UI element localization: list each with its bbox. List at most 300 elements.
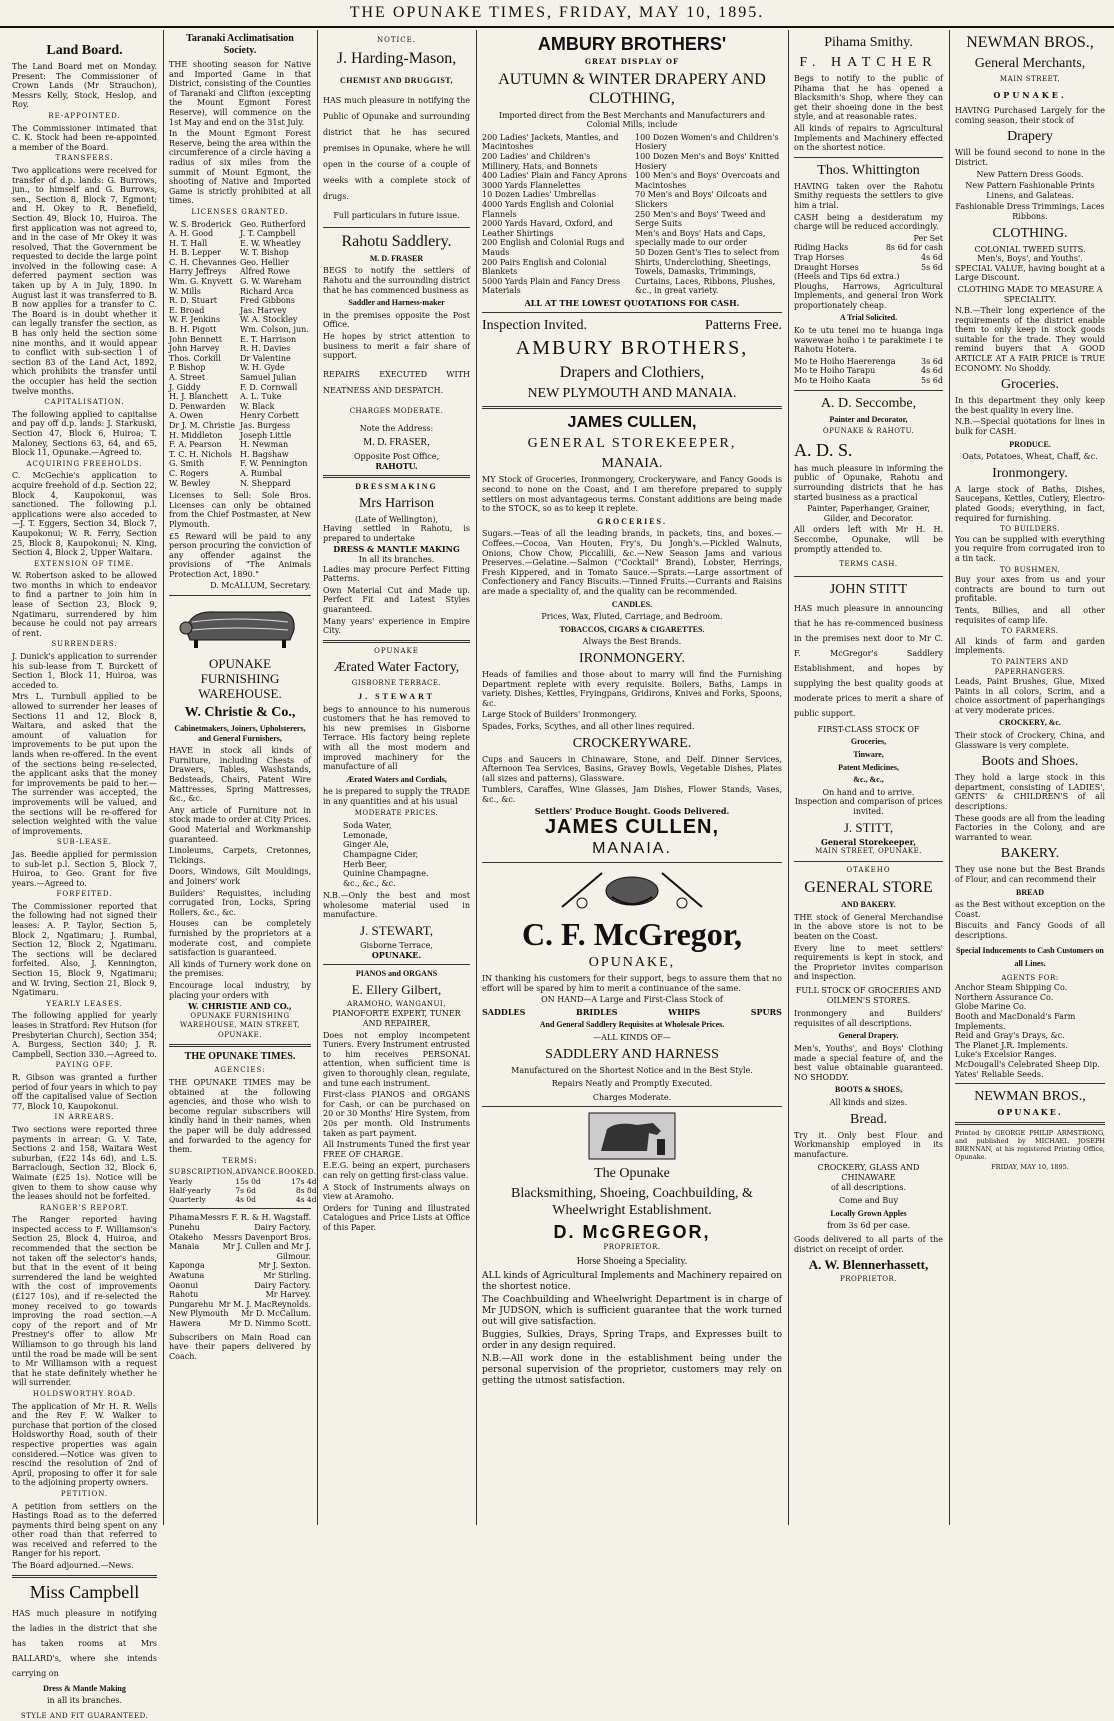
license-holder: G. Smith (169, 459, 205, 469)
price-item: (Heels and Tips 6d extra.) (794, 272, 900, 282)
signature: A. W. Blennerhassett, (808, 1257, 929, 1273)
signature: D. McALLUM, Secretary. (210, 581, 311, 591)
item: BRIDLES (575, 1006, 618, 1017)
paragraph: Jas. Beedie applied for permission to sub-let p.l. Section 5, Block 7, Huiroa, to Geo. Grant for five years.—Agreed to. (12, 849, 157, 888)
notice-label: NOTICE. (377, 36, 416, 44)
agent-row (169, 1281, 311, 1291)
table-row (169, 1186, 317, 1195)
saddlery-title: Rahotu Saddlery. (341, 232, 452, 250)
paragraph: The following applied for yearly leases in Stratford: Rev Hutson (for Presbyterian Church), Section 354; A. Burgess, Section 340; J. R. Campbell, Section 330.—Agreed to. (12, 1011, 157, 1059)
paragraph: N.B.—Only the best and most wholesome material used in manufacture. (323, 891, 470, 920)
stock-item: 400 Ladies' Plain and Fancy Aprons (482, 171, 627, 181)
paragraph: begs to announce to his numerous customers that he has removed to his new premises in Gisborne Terrace. His factory being replete with all the most modern and improved machinery for the manufacture of all (323, 704, 470, 772)
stock-item: 100 Dozen Women's and Children's Hosiery (635, 132, 779, 152)
address: RAHOTU. (375, 460, 418, 471)
paragraph: The Commissioner intimated that C. K. Stock had been re-appointed a member of the Board. (12, 123, 157, 152)
ironmongery-head: IRONMONGERY. (579, 650, 685, 666)
paragraph: IN thanking his customers for their support, begs to assure them that no effort will be spared by him to merit a continuance of the same. (482, 974, 782, 993)
paragraph: Prices, Wax, Fluted, Carriage, and Bedroom. (541, 612, 723, 622)
license-holder: Joseph Little (240, 430, 292, 440)
agent-row (169, 1319, 311, 1329)
paragraph: Having settled in Rahotu, is prepared to undertake (323, 524, 470, 543)
paragraph: (Late of Wellington), (354, 514, 439, 524)
stock-item: Tinware, (853, 749, 884, 759)
license-holder: Wm. Colson, jun. (240, 325, 309, 335)
table-cell: 4s 4d (295, 1195, 317, 1205)
paragraph: Imported direct from the Best Merchants and Manufacturers and Colonial Mills, include (498, 110, 766, 130)
stock-item: 50 Dozen Gent's Ties to select from (635, 247, 780, 257)
price-item: Trap Horses (794, 252, 845, 262)
paragraph: Tumblers, Caraffes, Wine Glasses, Jam Dishes, Flower Stands, Vases, &c., &c. (482, 785, 782, 804)
license-holder: John Harvey (169, 344, 220, 354)
paragraph: Their stock of Crockery, China, and Glassware is very complete. (955, 731, 1105, 750)
agent-row (169, 1309, 311, 1319)
product-list (323, 821, 470, 888)
license-holder: F. D. Cornwall (240, 382, 298, 392)
paragraph: THE shooting season for Native and Imported Game in that District, consisting of the Counties of Taranaki and Clifton (excepting the Mount Egmont Forest Reserve), will commence on the 1st May and end on the 31st July. (169, 60, 311, 127)
per-set: Per Set (913, 233, 943, 243)
license-holder: Jas. Burgess (240, 420, 291, 430)
table-header (169, 1168, 317, 1177)
crockery-head: CROCKERYWARE. (572, 735, 692, 751)
times-title: THE OPUNAKE TIMES. (184, 1051, 296, 1063)
license-holder: A. Rumbal (240, 468, 283, 478)
paragraph: he is prepared to supply the TRADE in any quantities and at his usual (323, 787, 470, 806)
dressmaker-name: Mrs Harrison (358, 495, 435, 511)
divider (323, 964, 470, 965)
license-holder: Alfred Rowe (240, 267, 290, 277)
paragraph: Fashionable Dress Trimmings, Laces Ribbons. (955, 202, 1105, 221)
divider (12, 1575, 157, 1578)
signature: OPUNAKE. (997, 1107, 1063, 1118)
paragraph: First-class PIANOS and ORGANS for Cash, or can be purchased on 20 or 30 Months' Hire System, from 20s per month. Old Instruments taken as part payment. (323, 1090, 470, 1138)
price-row (794, 253, 943, 263)
license-holder: F. W. Pennington (240, 459, 308, 469)
paragraph: THE stock of General Merchandise in the above store is not to be beaten on the Coast. (794, 912, 943, 942)
paragraph: MODERATE PRICES. (354, 808, 439, 817)
paragraph: ALL kinds of Agricultural Implements and Machinery repaired on the shortest notice. (482, 1271, 782, 1293)
masthead: THE OPUNAKE TIMES, FRIDAY, MAY 10, 1895. (0, 0, 1114, 28)
factory-title: Ærated Water Factory, (333, 660, 460, 676)
price-row (794, 243, 943, 253)
agent-name: Mr Stirling. (263, 1270, 311, 1280)
stock-item: Men's and Boys' Hats and Caps, specially made to our order (635, 228, 766, 248)
stitt-name: JOHN STITT (829, 581, 908, 597)
paragraph: FULL STOCK OF GROCERIES AND OILMEN'S STORES. (795, 986, 942, 1005)
paragraph: He hopes by strict attention to business to merit a fair share of support. (323, 331, 470, 361)
agent-name: Mr D. McCallum. (241, 1309, 311, 1319)
paragraph: Painter, Paperhanger, Grainer, Gilder, and Decorator. (807, 504, 930, 523)
agent-name: Messrs F. R. & H. Wagstaff. (199, 1213, 311, 1223)
groceries-head: GROCERIES. (596, 516, 667, 526)
table-cell: Half-yearly (169, 1186, 211, 1196)
agency-item: McDougall's Celebrated Sheep Dip. (955, 1059, 1100, 1069)
smithy-speciality: Horse Shoeing a Speciality. (576, 1256, 688, 1268)
ambury2-place: NEW PLYMOUTH AND MANAIA. (527, 386, 737, 402)
saddlery-items (482, 1008, 782, 1018)
divider (482, 862, 782, 863)
paragraph: Doors, Windows, Gilt Mouldings, and Joiners' work (169, 867, 311, 886)
license-holder: Geo. Rutherford (240, 219, 306, 229)
agent-place: Awatuna (169, 1270, 205, 1280)
paragraph: HAVE in stock all kinds of Furniture, including Chests of Drawers, Tables, Washstands, Bedsteads, Chairs, Patent Wire Mattresses, Spring Mattresses, &c., &c. (169, 746, 311, 804)
divider (955, 1122, 1105, 1125)
paragraph: from 3s 6d per case. (826, 1221, 911, 1231)
price-value: 5s 6d (921, 262, 943, 272)
paragraph: BEGS to notify the settlers of Rahotu and the surrounding district that he has commenced business as (323, 266, 470, 295)
cullen-name: JAMES CULLEN, (567, 414, 697, 432)
license-holder: A. Owen (169, 411, 204, 421)
newman-street: MAIN STREET, (999, 75, 1061, 83)
license-holder: C. Rogers (169, 468, 209, 478)
agent-name: Dairy Factory. (254, 1223, 311, 1232)
address: GISBORNE TERRACE. (351, 679, 442, 688)
agent-place: Manaia (169, 1242, 200, 1252)
saddler-name: M. D. FRASER (369, 253, 424, 263)
paragraph: Many years' experience in Empire City. (323, 616, 470, 636)
pihama-name: F. HATCHER (799, 55, 938, 70)
paragraph: Spades, Forks, Scythes, and all other lines required. (482, 721, 695, 731)
table-cell: 17s 4d (291, 1177, 317, 1187)
signature: PROPRIETOR. (840, 1275, 897, 1284)
paragraph: N.B.—Their long experience of the requirements of the district enable them to only keep in stock goods suitable for the trade. They would remind buyers that A GOOD ARTICLE AT A FAIR PRICE is TRUE ECONOMY. No Shoddy. (955, 306, 1105, 373)
paragraph: The Coachbuilding and Wheelwright Department is in charge of Mr JUDSON, which is sufficient guarantee that the work turned out will give satisfaction. (482, 1295, 782, 1328)
paragraph: Encourage local industry, by placing your orders with (169, 980, 311, 1000)
agent-row (169, 1290, 311, 1300)
table-cell: 8s 8d (295, 1186, 317, 1196)
dressmaking-head: DRESSMAKING (355, 482, 438, 492)
price-value: 3s 6d (921, 356, 943, 366)
agent-name: Mr J. Sexton. (258, 1261, 311, 1271)
divider (955, 1083, 1105, 1084)
paragraph: Every line to meet settlers' requirements is kept in stock, and the Proprietor invites comparison and inspection. (794, 943, 943, 982)
price-item: Mo te Hoiho Tarapu (794, 366, 876, 376)
stock-item: 5000 Yards Plain and Fancy Dress Materials (482, 276, 621, 296)
paragraph: Sugars.—Teas of all the leading brands, in packets, tins, and boxes.—Coffees.—Cocoa, Van Houten, Fry's, Du Jongh's.—Pickled Walnuts, Onions, Chow Chow, Piccalilli, &c.—New Season Jams and various Preserves.—Gelatine.—Salmon ("Cocktail" Brand), Lobster, Herrings, Fresh Kippered, and in Tomato Sauce.—Sprats.—Large assortment of Confectionery and Fancy Biscuits.—Tinned Fruits.—Currants and Raisins are made a speciality of, and the quality can be recommended. (482, 529, 782, 596)
paragraph: CHARGES MODERATE. (349, 406, 444, 415)
store-heading: BOOTS & SHOES, (835, 1085, 902, 1095)
license-holder: E. T. Harrison (240, 334, 297, 344)
column-display-ads (478, 30, 786, 1525)
agent-name: Dairy Factory. (254, 1280, 311, 1290)
ads-initials: A. D. S. (794, 439, 853, 460)
cullen-place: MANAIA. (601, 456, 663, 472)
license-holder: A. Street (169, 373, 206, 382)
paragraph: In this department they only keep the best quality in every line. (955, 396, 1105, 415)
subhead: CAPITALISATION. (44, 398, 125, 407)
paragraph: Heads of families and those about to marry will find the Furnishing Department replete with every requisite. Boilers, Baths, Lamps in variety. Dishes, Kettles, Fryingpans, Gridirons, Knives and Forks, Spoons, &c. (482, 669, 782, 708)
paragraph: The Ranger reported having inspected access to F. Williamson's Section 25, Block 4, Huiroa, and recommended that the section be not taken off the selector's hands, but that in the event of it being surrendered the land be weighted with the cost of improvements (£127 10s), and if re-selected the money received to go towards improving the road section.—A copy of the report and of Mr Prestney's offer to allow Mr Williamson to go through his land until the road be made will be sent to Mr Williamson with a request that he state definitely whether he will surrender. (12, 1215, 157, 1388)
table-cell: ADVANCE. (235, 1168, 279, 1177)
paragraph: Cups and Saucers in Chinaware, Stone, and Delf. Dinner Services, Afternoon Tea Services, Basins, Gravey Bowls, Vegetable Dishes, Plates (all sizes and patterns), Glassware. (482, 754, 782, 783)
item: SADDLES (482, 1006, 526, 1017)
stock-item: 200 Ladies' Jackets, Mantles, and Macintoshes (482, 132, 619, 152)
smithy-proprietor: D. McGREGOR, (553, 1222, 711, 1243)
paragraph: The Commissioner reported that the following had not signed their leases: A. P. Taylor, Section 5, Block 2, Ngatimaru; J. Rumbal, Section 12, Block 2, Ngatimaru. The sections will be declared forfeited. Also, J. Kennington, Section 15, Block 9, Ngatimaru; and W. Irving, Section 21, Block 9, Ngatimaru. (12, 901, 157, 998)
agent-place: Hawera (169, 1318, 201, 1328)
paragraph: New Pattern Fashionable Prints Linens, and Galateas. (965, 181, 1095, 200)
license-holder: Geo. Hellier (240, 257, 289, 267)
section-head: BAKERY. (1000, 846, 1060, 862)
paragraph: CLOTHING MADE TO MEASURE A SPECIALITY. (957, 284, 1103, 304)
chemist-role: CHEMIST AND DRUGGIST, (339, 75, 454, 85)
subhead: RE-APPOINTED. (48, 111, 121, 120)
paragraph: A petition from settlers on the Hastings Road as to the deferred payments third being spent on any other road than that referred to was received and referred to the Ranger for his report. (12, 1501, 157, 1559)
table-row (169, 1177, 317, 1186)
section-head: CROCKERY, &c. (999, 718, 1061, 728)
newman-place: OPUNAKE. (993, 89, 1067, 100)
subhead: SUB-LEASE. (56, 838, 113, 847)
subhead: RANGER'S REPORT. (39, 1203, 130, 1212)
paragraph: as the Best without exception on the Coast. (955, 900, 1105, 919)
divider (323, 475, 470, 478)
paragraph: Large Stock of Builders' Ironmongery. (482, 710, 637, 720)
table-cell: Yearly (169, 1177, 193, 1187)
license-holder: W. A. Stockley (240, 315, 298, 325)
price-row (794, 272, 943, 282)
trial: A Trial Solicited. (839, 313, 898, 323)
stock-item: 250 Men's and Boys' Tweed and Serge Suits (635, 209, 766, 229)
stock-item: 2000 Yards Havard, Oxford, and Leather Shirtings (482, 219, 613, 238)
license-holder: W. S. Broderick (169, 219, 232, 229)
agent-row (169, 1300, 311, 1310)
paragraph: A Stock of Instruments always on view at Aramoho. (323, 1182, 470, 1202)
license-holder: P. Bishop (169, 363, 206, 373)
subhead: TO FARMERS. (1001, 627, 1059, 636)
agency-item: Northern Assurance Co. (955, 992, 1054, 1002)
paragraph: Men's, Boys', and Youths'. (977, 254, 1083, 264)
signature: NEWMAN BROS., (974, 1089, 1086, 1105)
paragraph: ON HAND—A Large and First-Class Stock of (541, 995, 723, 1005)
signature: J. STEWART, (359, 923, 433, 939)
paragraph: Any article of Furniture not in stock made to order at City Prices. Good Material and Workmanship guaranteed. (169, 805, 311, 844)
license-holder: H. J. Blanchett (169, 392, 228, 402)
stock-item: 70 Men's and Boys' Oilcoats and Slickers (635, 190, 767, 209)
paragraph: These goods are all from the leading Factories in the Colony, and are warranted to wear. (955, 813, 1105, 842)
subhead: FORFEITED. (56, 890, 113, 899)
license-holder: Samuel Julian (240, 373, 297, 382)
product-item: Herb Beer, (343, 859, 388, 869)
paragraph: HAVING Purchased Largely for the coming season, their stock of (955, 106, 1105, 125)
agency-item: The Planet J.R. Implements. (955, 1040, 1068, 1050)
signature: MAIN STREET, OPUNAKE. (815, 847, 922, 856)
horse-shoeing-illustration (587, 1111, 677, 1161)
paragraph: CROCKERY, GLASS AND CHINAWARE (817, 1163, 920, 1182)
price-value: 8s 6d for cash (885, 243, 943, 253)
license-holder: A. H. Good (169, 229, 214, 239)
paragraph: DRESS & MANTLE MAKING (333, 544, 460, 555)
paragraph: Come and Buy (839, 1196, 898, 1206)
cullen2-name: JAMES CULLEN, (544, 816, 720, 839)
paragraph: Ploughs, Harrows, Agricultural Implements, and general Iron Work proportionately cheap. (794, 281, 943, 310)
section-head: CLOTHING. (992, 225, 1068, 241)
stock-right (635, 133, 782, 296)
store-heading: Bread. (850, 1111, 887, 1127)
sofa-illustration (176, 600, 304, 652)
license-holder: Wm. G. Knyvett (169, 277, 233, 287)
paragraph: Two sections were reported three payments in arrear: G. V. Tate, Sections 2 and 158, Waitara West suburban, (£22 14s 6d), and L.S. Barraclough, Section 32, Block 6, Waimate (£25 1s). Notice will be given to them to show cause why the leases should not be forfeited. (12, 1124, 157, 1202)
address: ARAMOHO, WANGANUI, (347, 999, 446, 1008)
paragraph: All Instruments Tuned the first year FREE OF CHARGE. (323, 1140, 470, 1159)
land-board-title: Land Board. (46, 43, 123, 58)
address: Opposite Post Office, (353, 451, 440, 461)
subhead: PETITION. (60, 1489, 109, 1498)
signature: General Storekeeper, (821, 836, 916, 847)
paragraph: W. Robertson asked to be allowed two months in which to endeavor to find a partner to join him in lease of Section 23, Block 9, Ngatimaru, surrendered by him because he could not pay arrears of rent. (12, 571, 157, 638)
signature-sub: OPUNAKE FURNISHING WAREHOUSE, MAIN STREET, OPUNAKE. (179, 1011, 301, 1039)
agency-item: Luke's Excelsior Ranges. (955, 1050, 1057, 1060)
license-holder: Dr J. M. Christie (169, 420, 235, 430)
agents-list (955, 983, 1105, 1079)
section-head: Ironmongery. (992, 465, 1068, 481)
signature: OPUNAKE. (371, 949, 422, 960)
paragraph: Does not employ incompetent Tuners. Every Instrument entrusted to him receives PERSONAL attention, when sufficient time is given to thoroughly clean, regulate, and tune each instrument. (323, 1030, 470, 1088)
subhead: TO BUSHMEN. (999, 565, 1061, 574)
agent-place: Pihama (169, 1213, 200, 1223)
subhead: SURRENDERS. (51, 640, 118, 649)
newman-sub: General Merchants, (974, 56, 1086, 71)
agency-item: Reid and Gray's Drays, &c. (955, 1031, 1065, 1041)
section-head: Groceries. (1001, 377, 1059, 393)
signature: Gisborne Terrace, (360, 941, 433, 951)
subhead: TO BUILDERS. (1000, 525, 1060, 534)
stock-item: 10 Dozen Ladies' Umbrellas (482, 190, 596, 200)
product-item: Lemonade, (343, 830, 388, 840)
saddlery-general: And General Saddlery Requisites at Wholesale Prices. (539, 1020, 725, 1030)
paragraph: They hold a large stock in this department, consisting of LADIES', GENTS' & CHILDREN'S of all descriptions. (955, 773, 1105, 812)
divider (794, 576, 943, 577)
agent-name: Messrs Davenport Bros. (213, 1232, 311, 1242)
signature: W. CHRISTIE AND CO., (188, 1001, 292, 1012)
paragraph: A large stock of Baths, Dishes, Saucepans, Kettles, Cutlery, Electro-plated Goods; everything, in fact, required for furnishing. (955, 484, 1105, 523)
price-row (794, 376, 943, 386)
agent-name: Mr Harvey. (265, 1290, 311, 1300)
pihama-title: Pihama Smithy. (824, 35, 913, 50)
subhead: EXTENSION OF TIME. (34, 559, 135, 568)
price-value: 4s 6d (921, 252, 943, 262)
paragraph: Licenses to Sell: Sole Bros. Licenses can only be obtained from the Chief Postmaster, at New Plymouth. (169, 491, 311, 529)
license-holder: W. T. Bishop (240, 248, 289, 258)
license-holder: W. H. Gyde (240, 363, 285, 373)
divider (169, 1208, 311, 1209)
item: WHIPS (668, 1006, 701, 1017)
column-notices (319, 30, 474, 1525)
signature: J. STITT, (843, 819, 894, 835)
section-head: Drapery (1007, 129, 1053, 145)
paragraph: Try it. Only best Flour and Workmanship employed in its manufacture. (794, 1130, 943, 1159)
paragraph: Men's, Youths', and Boys' Clothing made a special feature of, and the best value obtainable guaranteed. NO SHODDY. (794, 1044, 943, 1082)
saddle-illustration (542, 867, 722, 913)
ambury2-title: AMBURY BROTHERS, (515, 337, 749, 360)
paragraph: Own Material Cut and Made up. Perfect Fit and Latest Styles guaranteed. (323, 585, 470, 615)
terms: TERMS CASH. (839, 560, 898, 569)
stock-item: 200 English and Colonial Rugs and Mauds (482, 238, 625, 257)
agent-row (169, 1242, 311, 1261)
ad-foot: STYLE AND FIT GUARANTEED. (20, 1711, 149, 1720)
paragraph: PIANOFORTE EXPERT, TUNER AND REPAIRER, (332, 1009, 461, 1029)
paragraph: Linoleums, Carpets, Cretonnes, Tickings. (169, 846, 311, 865)
agency-item: Yates' Reliable Seeds. (955, 1069, 1044, 1079)
store-heading: General Drapery. (838, 1031, 899, 1041)
agency-item: Booth and MacDonald's Farm Implements. (955, 1011, 1076, 1031)
paragraph: J. Dunick's application to surrender his sub-lease from T. Burckett of Section 1, Block 11, Huiroa, was acceded to. (12, 652, 157, 690)
price-item: Riding Hacks (794, 243, 849, 253)
proprietor-name: J. STEWART (358, 692, 435, 701)
table-cell: 15s 0d (235, 1177, 261, 1187)
agent-place: New Plymouth (169, 1309, 229, 1319)
store-heading: Locally Grown Apples (830, 1208, 907, 1218)
paragraph: Buy your axes from us and your contracts are bound to turn out profitable. (955, 575, 1105, 604)
address: M. D. FRASER, (363, 436, 430, 448)
pianos-head: PIANOS and ORGANS (355, 969, 438, 979)
product-item: Quinine Champagne. (343, 869, 429, 879)
paragraph: Ko te utu tenei mo te huanga inga wawewae hoiho i te parakimete i te Rahotu Hotera. (794, 326, 943, 355)
paragraph: All kinds of repairs to Agricultural Implements and Machinery effected on the shortest notice. (794, 123, 943, 153)
agent-place: Otakeho (169, 1232, 204, 1242)
paragraph: Tents, Billies, and all other requisites of camp life. (955, 605, 1105, 625)
ad-title: Miss Campbell (29, 1581, 140, 1602)
license-holder: W. Black (240, 401, 275, 411)
paragraph: On hand and to arrive. (822, 787, 915, 797)
divider (482, 312, 782, 313)
smithy-role: PROPRIETOR. (603, 1243, 661, 1252)
price-value: 5s 6d (921, 376, 943, 386)
paragraph: In the Mount Egmont Forest Reserve, being the area within the circumference of a circle having a radius of six miles from the summit of Mount Egmont, the shooting of Native and Imported Game is strictly prohibited at all times. (169, 129, 311, 206)
newman-title: NEWMAN BROS., (966, 34, 1094, 51)
column-rule (317, 30, 318, 1525)
paragraph: CASH being a desideratum my charge will be reduced accordingly. (794, 212, 943, 232)
price-item: Mo te Hoiho Kaata (794, 376, 871, 386)
subhead: HOLDSWORTHY ROAD. (32, 1389, 137, 1398)
seccombe-name: A. D. Seccombe, (820, 395, 917, 411)
agent-place: Pungarehu (169, 1299, 214, 1309)
terms-table (169, 1168, 317, 1204)
paragraph: of all descriptions. (830, 1182, 907, 1192)
license-holder: H. B. Lepper (169, 248, 221, 258)
paragraph: In all its branches. (358, 555, 435, 565)
license-holder: D. Penwarden (169, 401, 226, 411)
ambury-invite (482, 317, 782, 334)
price-row (794, 263, 943, 273)
product-item: &c., &c., &c. (343, 878, 396, 888)
maori-price-list (794, 357, 943, 386)
paragraph: Buggies, Sulkies, Drays, Spring Traps, and Expresses built to order in any design required. (482, 1330, 782, 1352)
candles-head: CANDLES. (611, 599, 653, 609)
subhead: PAYING OFF. (55, 1061, 114, 1070)
paragraph: Will be found second to none in the District. (955, 148, 1105, 167)
license-holder: G. W. Wareham (240, 277, 302, 287)
paragraph: COLONIAL TWEED SUITS. (974, 244, 1086, 254)
paragraph: Oats, Potatoes, Wheat, Chaff, &c. (962, 452, 1098, 462)
agency-item: Anchor Steam Shipping Co. (955, 983, 1068, 993)
store-sub: AND BAKERY. (841, 900, 896, 910)
ambury-cash: ALL AT THE LOWEST QUOTATIONS FOR CASH. (524, 297, 740, 308)
column-newman (951, 30, 1109, 1525)
table-cell: Quarterly (169, 1195, 206, 1205)
paragraph: N.B.—All work done in the establishment being under the personal supervision of the proprietor, customers may rely on getting the utmost satisfaction. (482, 1354, 782, 1387)
license-list (169, 220, 311, 489)
license-holder: John Bennett (169, 334, 222, 344)
ambury2-sub: Drapers and Clothiers, (559, 364, 705, 382)
paragraph: Mrs L. Turnbull applied to be allowed to surrender her leases of Sections 11 and 12, Block 8, Waitara, and asked that the amount of valuation for improvements to be put upon the lands when re-offered. In the event of the sections being re-selected, the applicant asks that the money for improvements be paid to her.—The surrender was accepted, the improvements will be valued, and the sections will be re-offered for selection weighted with the value of improvements. (12, 692, 157, 836)
agent-row (169, 1223, 311, 1233)
subhead: TO PAINTERS AND PAPERHANGERS. (991, 657, 1069, 676)
society-title: Taranaki Acclimatisation Society. (186, 33, 294, 56)
ambury-title: AMBURY BROTHERS' (537, 34, 727, 54)
license-holder: J. T. Campbell (240, 229, 296, 239)
paragraph: in the premises opposite the Post Office. (323, 310, 470, 330)
paragraph: The application of Mr H. R. Wells and the Rev F. W. Walker to purchase that portion of the closed Holdsworthy Road, south of their respective properties was again considered.—Notice was given to rescind the resolution of 2nd of April, proposing to offer it for sale to the adjoining property owners. (12, 1401, 157, 1488)
